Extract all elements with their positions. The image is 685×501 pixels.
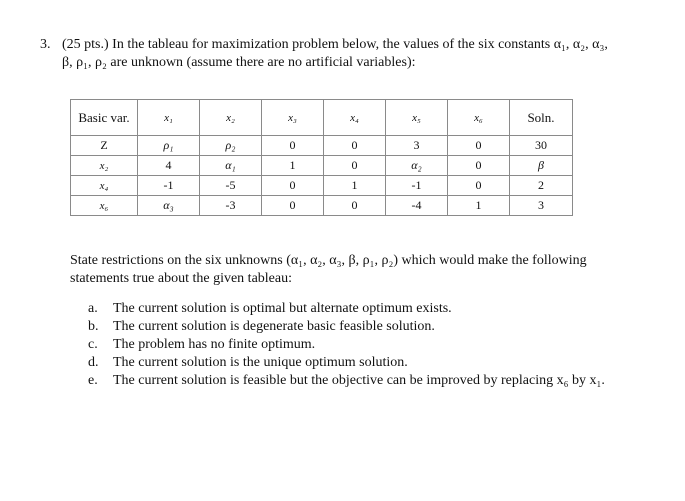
header-basic-var: Basic var.	[71, 100, 138, 136]
list-item	[88, 354, 605, 372]
table-cell-soln: 30	[510, 136, 573, 156]
table-cell: α₃	[138, 196, 200, 216]
parts-list	[88, 300, 605, 390]
table-cell: 0	[324, 196, 386, 216]
part-text: The current solution is optimal but alternate optimum exists.	[113, 301, 452, 316]
table-cell: -3	[200, 196, 262, 216]
table-cell: 1	[324, 176, 386, 196]
header-solution: Soln.	[510, 100, 573, 136]
list-item	[88, 372, 605, 390]
part-text: The current solution is the unique optimum solution.	[113, 355, 408, 370]
header-col-x3: x₃	[262, 100, 324, 136]
part-label: b.	[88, 319, 99, 334]
list-item	[88, 336, 605, 354]
tableau-row-x6	[71, 196, 573, 216]
header-col-x4: x₄	[324, 100, 386, 136]
header-col-x2: x₂	[200, 100, 262, 136]
tableau-header-row	[71, 100, 573, 136]
part-text: The current solution is feasible but the objective can be improved by replacing x₆ by x₁.	[113, 373, 605, 388]
part-label: e.	[88, 373, 98, 388]
part-text: The current solution is degenerate basic feasible solution.	[113, 319, 435, 334]
part-label: c.	[88, 337, 98, 352]
question-line-2: β, ρ₁, ρ₂ are unknown (assume there are no artificial variables):	[62, 55, 416, 70]
row-basic-label: Z	[71, 136, 138, 156]
row-basic-label: x₂	[71, 156, 138, 176]
simplex-tableau	[70, 99, 573, 216]
table-cell: 0	[448, 156, 510, 176]
table-cell-soln: 3	[510, 196, 573, 216]
table-cell: -1	[138, 176, 200, 196]
table-cell-soln: 2	[510, 176, 573, 196]
instructions-text: State restrictions on the six unknowns (α₁, α₂, α₃, β, ρ₁, ρ₂) which would make the following statements true about the given tableau:	[70, 253, 587, 286]
part-label: a.	[88, 301, 98, 316]
table-cell: α₁	[200, 156, 262, 176]
row-basic-label: x₄	[71, 176, 138, 196]
table-cell: 3	[386, 136, 448, 156]
table-cell: 1	[262, 156, 324, 176]
list-item	[88, 300, 605, 318]
header-col-x5: x₅	[386, 100, 448, 136]
table-cell: 0	[448, 136, 510, 156]
table-cell: 0	[262, 196, 324, 216]
part-text: The problem has no finite optimum.	[113, 337, 316, 352]
table-cell: -5	[200, 176, 262, 196]
list-item	[88, 318, 605, 336]
table-cell: -4	[386, 196, 448, 216]
table-cell-soln: β	[510, 156, 573, 176]
part-label: d.	[88, 355, 99, 370]
row-basic-label: x₆	[71, 196, 138, 216]
question-line-1: (25 pts.) In the tableau for maximization problem below, the values of the six constants α₁, α₂, α₃,	[62, 37, 608, 52]
tableau-row-z	[71, 136, 573, 156]
tableau-row-x2	[71, 156, 573, 176]
table-cell: 0	[262, 136, 324, 156]
table-cell: ρ₁	[138, 136, 200, 156]
table-cell: 1	[448, 196, 510, 216]
table-cell: -1	[386, 176, 448, 196]
table-cell: 0	[324, 156, 386, 176]
table-cell: 4	[138, 156, 200, 176]
tableau-row-x4	[71, 176, 573, 196]
question-intro	[40, 36, 670, 72]
question-number: 3.	[40, 37, 51, 52]
table-cell: 0	[448, 176, 510, 196]
table-cell: α₂	[386, 156, 448, 176]
table-cell: 0	[324, 136, 386, 156]
header-col-x6: x₆	[448, 100, 510, 136]
table-cell: ρ₂	[200, 136, 262, 156]
table-cell: 0	[262, 176, 324, 196]
header-col-x1: x₁	[138, 100, 200, 136]
